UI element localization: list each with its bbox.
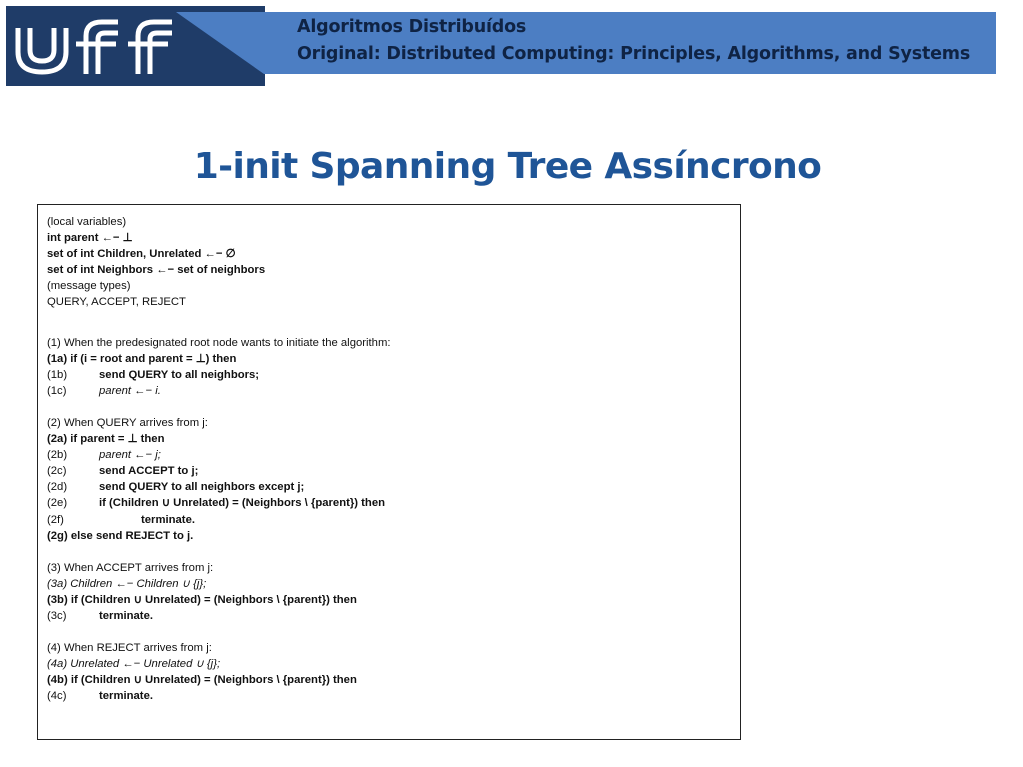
- algo-line: (4b) if (Children ∪ Unrelated) = (Neighbors \ {parent}) then: [47, 674, 357, 687]
- algo-line: QUERY, ACCEPT, REJECT: [47, 296, 186, 309]
- algo-line: (4) When REJECT arrives from j:: [47, 642, 212, 655]
- algo-line: (local variables): [47, 216, 127, 228]
- algo-line: (2) When QUERY arrives from j:: [47, 416, 208, 429]
- algo-line: int parent ←− ⊥: [47, 232, 133, 245]
- algo-line: (2g) else send REJECT to j.: [47, 529, 194, 542]
- header-text: [297, 14, 997, 68]
- algo-line: (3b) if (Children ∪ Unrelated) = (Neighbors \ {parent}) then: [47, 593, 357, 606]
- algo-line: (message types): [47, 280, 131, 293]
- algo-line: (3) When ACCEPT arrives from j:: [47, 561, 214, 574]
- algo-line: (3c) terminate.: [47, 609, 153, 622]
- course-title: Algoritmos Distribuídos: [297, 17, 527, 37]
- algo-line: (4c) terminate.: [47, 690, 153, 703]
- slide-title: 1-init Spanning Tree Assíncrono: [193, 146, 822, 187]
- algo-line: (1a) if (i = root and parent = ⊥) then: [47, 352, 237, 365]
- algo-line: (2e) if (Children ∪ Unrelated) = (Neighbors \ {parent}) then: [47, 497, 386, 510]
- algo-line: (2a) if parent = ⊥ then: [47, 433, 165, 446]
- algo-line: (1c) parent ←− i.: [47, 384, 161, 397]
- algo-line: (2c) send ACCEPT to j;: [47, 465, 199, 478]
- algorithm-box: [37, 204, 741, 740]
- algo-line: (2f) terminate.: [47, 513, 195, 526]
- source-book: Original: Distributed Computing: Principles, Algorithms, and Systems: [297, 44, 971, 64]
- algo-line: (3a) Children ←− Children ∪ {j};: [47, 577, 207, 590]
- algo-line: set of int Children, Unrelated ←− ∅: [47, 248, 236, 261]
- algo-line: (1) When the predesignated root node wants to initiate the algorithm:: [47, 336, 391, 349]
- algo-line: set of int Neighbors ←− set of neighbors: [47, 264, 266, 277]
- algo-line: (4a) Unrelated ←− Unrelated ∪ {j};: [47, 658, 221, 671]
- algo-line: (1b) send QUERY to all neighbors;: [47, 368, 260, 381]
- algo-line: (2b) parent ←− j;: [47, 449, 161, 462]
- algo-line: (2d) send QUERY to all neighbors except j;: [47, 481, 305, 494]
